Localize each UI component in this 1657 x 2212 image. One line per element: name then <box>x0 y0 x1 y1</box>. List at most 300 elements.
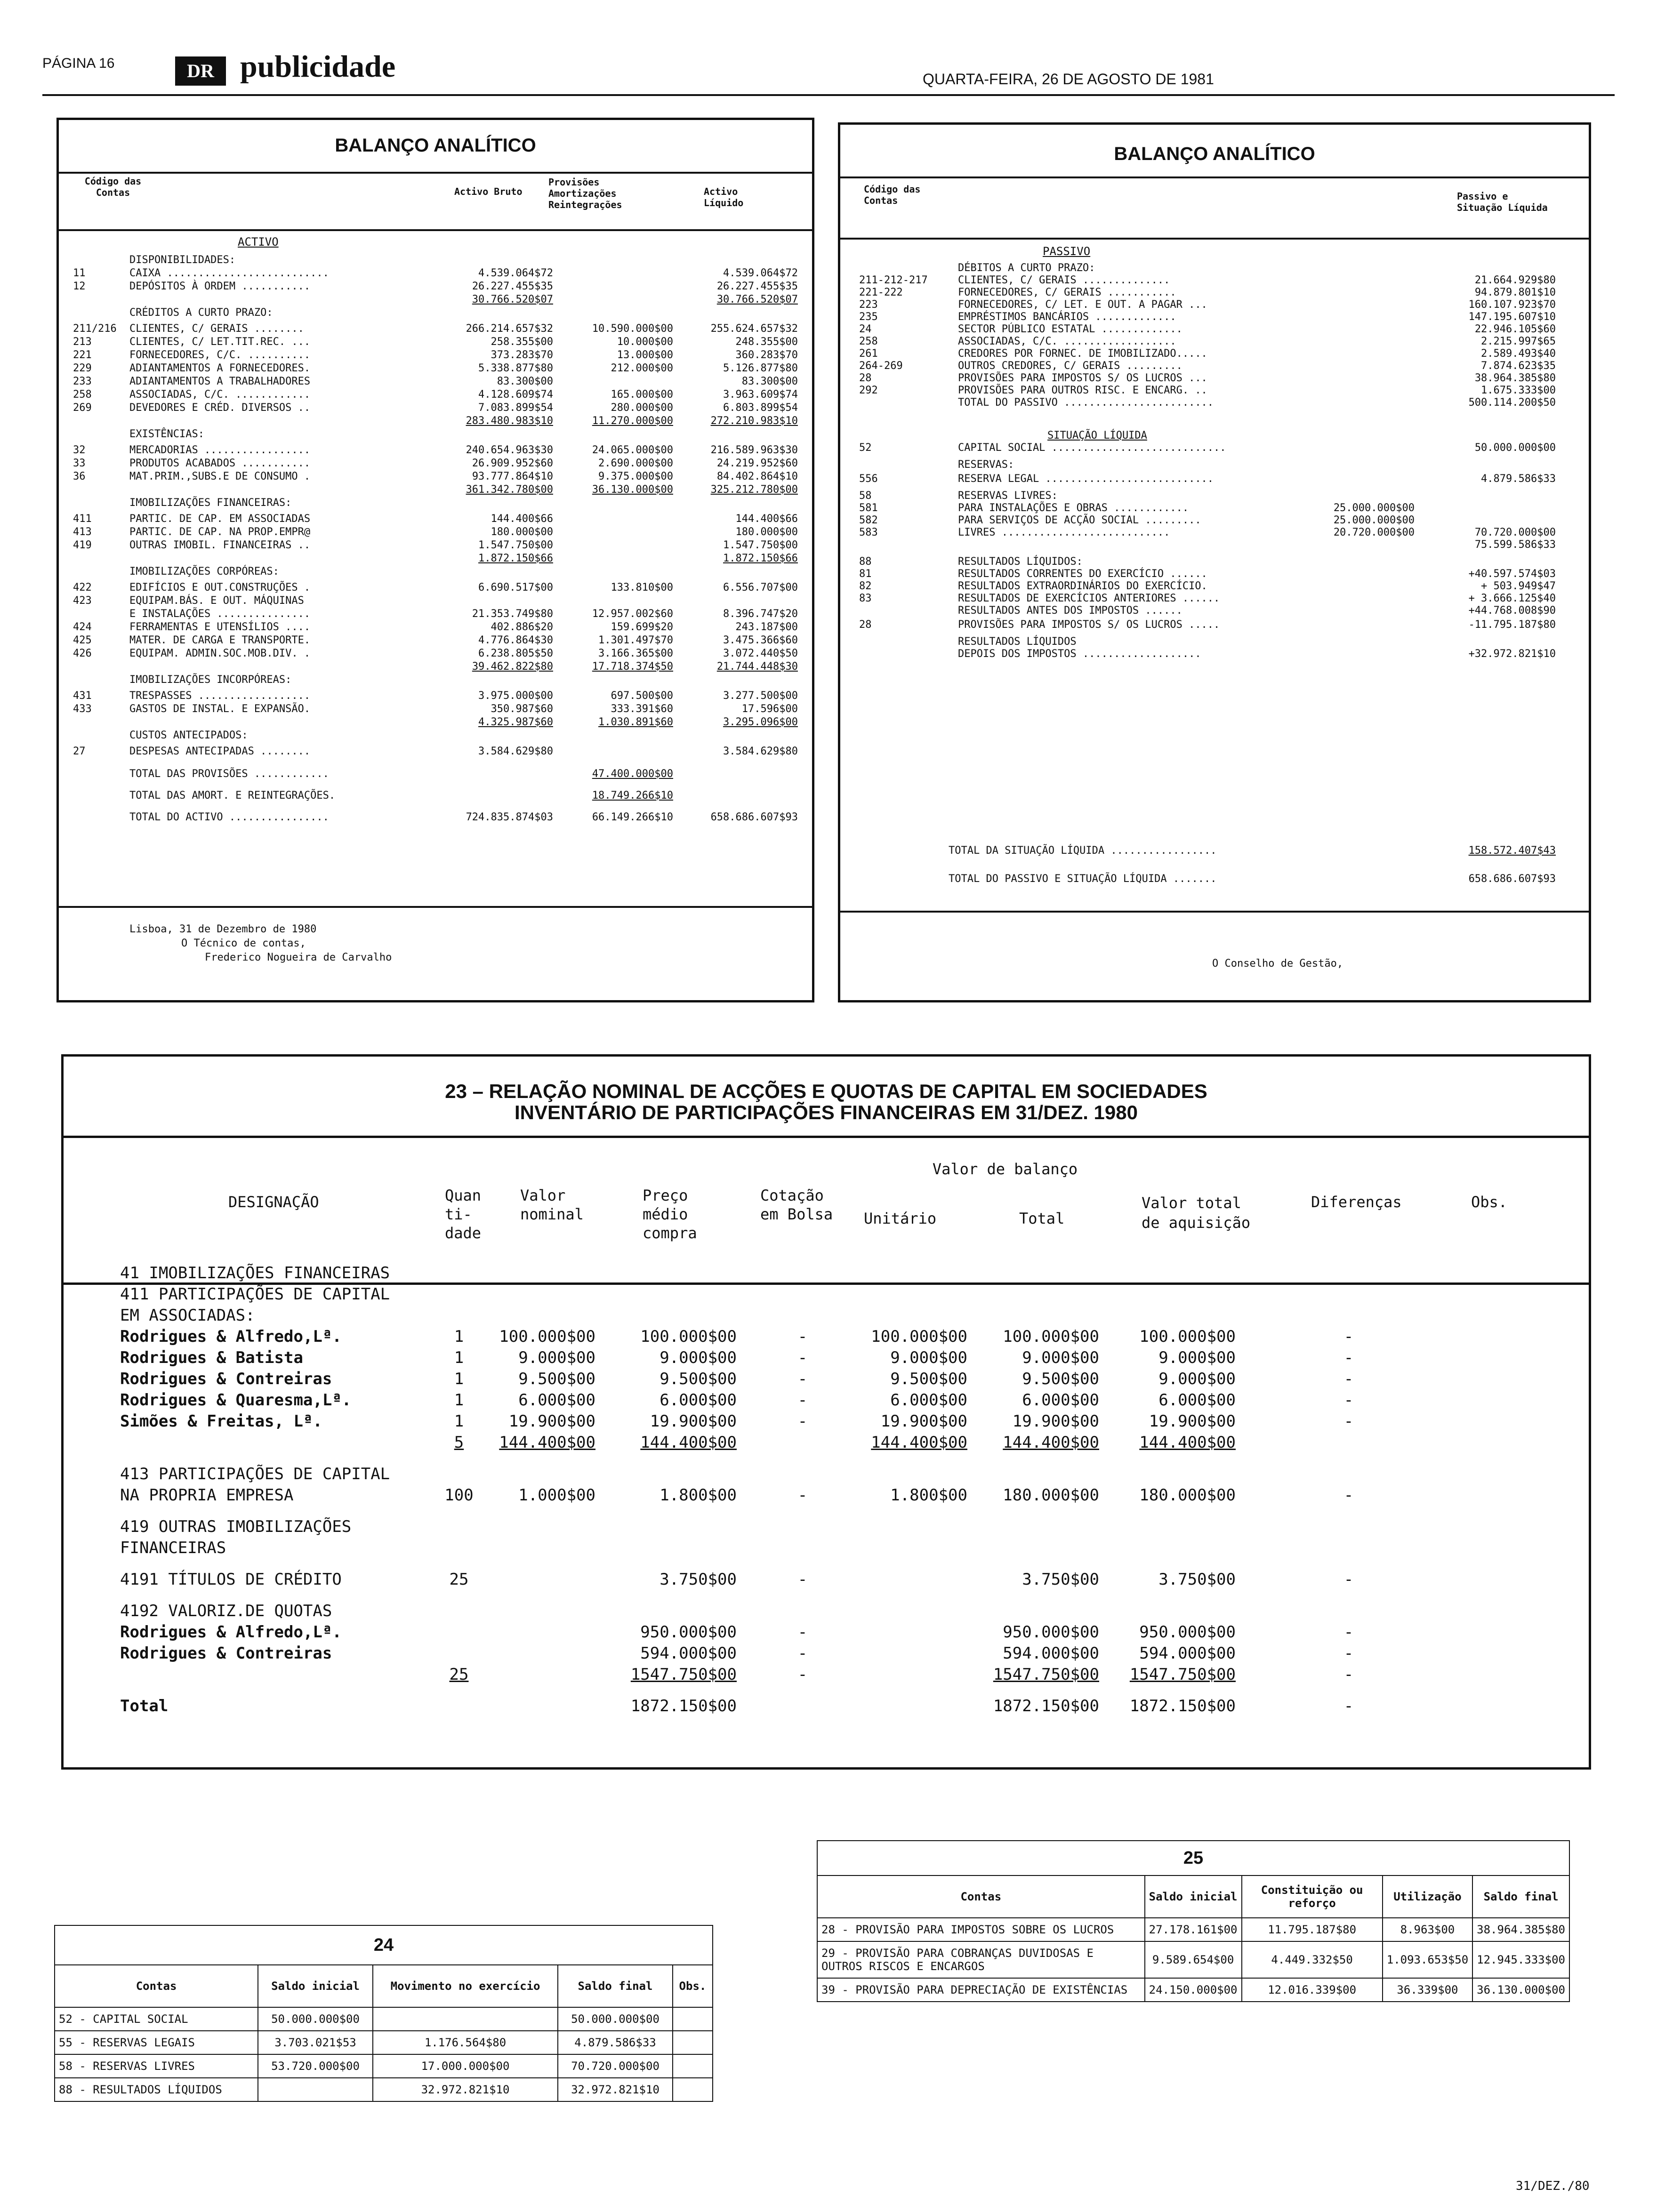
net-value: 3.475.366$60 <box>723 634 798 646</box>
account-label: CLIENTES, C/ LET.TIT.REC. ... <box>129 336 311 348</box>
inventory-qty: 5 <box>454 1433 464 1452</box>
account-label: MERCADORIAS ................. <box>129 444 311 456</box>
net-value: 8.396.747$20 <box>723 608 798 620</box>
net-value: 180.000$00 <box>735 526 798 538</box>
account-label: OUTRAS IMOBIL. FINANCEIRAS .. <box>129 539 311 551</box>
account-label: FORNECEDORES, C/ LET. E OUT. A PAGAR ... <box>958 299 1207 311</box>
inventory-designation: Rodrigues & Contreiras <box>120 1644 332 1663</box>
inventory-acq: 180.000$00 <box>1139 1486 1236 1505</box>
account-label: DEPÓSITOS À ORDEM ........... <box>129 281 311 292</box>
inventory-unit: 6.000$00 <box>890 1391 967 1410</box>
total-provision: 18.749.266$10 <box>592 790 673 801</box>
account-label: PARA INSTALAÇÕES E OBRAS ............ <box>958 502 1189 514</box>
gross-value: 1.872.150$66 <box>478 553 553 564</box>
provision-value: 1.301.497$70 <box>598 634 673 646</box>
gross-value: 93.777.864$10 <box>472 471 553 482</box>
col-valor-nominal: Valor nominal <box>520 1186 584 1223</box>
account-label: PROVISÕES PARA IMPOSTOS S/ OS LUCROS ..... <box>958 619 1220 631</box>
total-situacao-value: 158.572.407$43 <box>1468 845 1556 857</box>
account-label: PARA SERVIÇOS DE ACÇÃO SOCIAL ......... <box>958 514 1201 526</box>
account-code: 582 <box>859 514 878 526</box>
account-label: OUTROS CREDORES, C/ GERAIS ......... <box>958 360 1182 372</box>
inventory-price: 3.750$00 <box>660 1570 737 1589</box>
account-code: 411 <box>73 513 92 525</box>
inventory-nominal: 144.400$00 <box>499 1433 595 1452</box>
account-label: RESULTADOS LÍQUIDOS <box>958 636 1077 648</box>
inventory-total: 180.000$00 <box>1003 1486 1099 1505</box>
inventory-price: 950.000$00 <box>640 1623 737 1642</box>
net-value: 4.539.064$72 <box>723 267 798 279</box>
total-situacao-label: TOTAL DA SITUAÇÃO LÍQUIDA ................. <box>949 845 1217 857</box>
provision-value: 12.957.002$60 <box>592 608 673 620</box>
table-cell: 36.130.000$00 <box>1472 1978 1569 2002</box>
divider <box>59 229 812 231</box>
net-value: 1.547.750$00 <box>723 539 798 551</box>
liability-value: 21.664.929$80 <box>1474 274 1556 286</box>
account-label: DÉBITOS A CURTO PRAZO: <box>958 262 1095 274</box>
net-value: 248.355$00 <box>735 336 798 348</box>
col-valor-balanco: Valor de balanço <box>932 1160 1078 1178</box>
table-cell: 53.720.000$00 <box>258 2054 373 2078</box>
inventory-quote: - <box>797 1348 808 1367</box>
table-header-cell: Contas <box>55 1965 258 2007</box>
total-label: TOTAL DAS AMORT. E REINTEGRAÇÕES. <box>129 790 336 801</box>
table-cell: 3.703.021$53 <box>258 2031 373 2054</box>
net-value: 144.400$66 <box>735 513 798 525</box>
net-value: 3.963.609$74 <box>723 389 798 401</box>
account-label: EDIFÍCIOS E OUT.CONSTRUÇÕES . <box>129 582 311 593</box>
col-cotacao: Cotação em Bolsa <box>760 1186 833 1223</box>
net-value: 3.295.096$00 <box>723 716 798 728</box>
table-row <box>817 1941 1569 1978</box>
account-code: 28 <box>859 372 872 384</box>
inventory-title-2: INVENTÁRIO DE PARTICIPAÇÕES FINANCEIRAS EM 31/DEZ. 1980 <box>514 1101 1138 1123</box>
account-code: 82 <box>859 580 872 592</box>
account-label: PROVISÕES PARA IMPOSTOS S/ OS LUCROS ... <box>958 372 1207 384</box>
inventory-quote: - <box>797 1412 808 1431</box>
account-code: 32 <box>73 444 86 456</box>
table-cell: 27.178.161$00 <box>1145 1918 1242 1941</box>
account-code: 88 <box>859 556 872 568</box>
account-label: ADIANTAMENTOS A TRABALHADORES <box>129 376 311 387</box>
gross-value: 83.300$00 <box>497 376 553 387</box>
inventory-designation: Total <box>120 1697 169 1715</box>
table-cell: 11.795.187$80 <box>1242 1918 1383 1941</box>
inventory-acq: 1547.750$00 <box>1129 1665 1236 1684</box>
table-cell <box>673 2007 713 2031</box>
net-value: 26.227.455$35 <box>716 281 798 292</box>
inventory-acq: 9.000$00 <box>1158 1370 1236 1388</box>
gross-value: 1.547.750$00 <box>478 539 553 551</box>
liability-value: 94.879.801$10 <box>1474 287 1556 298</box>
account-code: 425 <box>73 634 92 646</box>
inventory-quote: - <box>797 1370 808 1388</box>
account-code: 211-212-217 <box>859 274 928 286</box>
account-code: 431 <box>73 690 92 702</box>
table-cell <box>258 2078 373 2101</box>
inventory-unit: 19.900$00 <box>880 1412 967 1431</box>
inventory-nominal: 6.000$00 <box>518 1391 595 1410</box>
inventory-designation: NA PROPRIA EMPRESA <box>120 1486 294 1505</box>
col-valor-total: Valor total de aquisição <box>1142 1194 1251 1232</box>
account-label: DEVEDORES E CRÉD. DIVERSOS .. <box>129 402 311 414</box>
inventory-nominal: 9.500$00 <box>518 1370 595 1388</box>
total-provision: 66.149.266$10 <box>592 811 673 823</box>
account-label: IMOBILIZAÇÕES INCORPÓREAS: <box>129 674 292 686</box>
account-label: EQUIPAM. ADMIN.SOC.MOB.DIV. . <box>129 648 311 659</box>
inventory-nominal: 19.900$00 <box>508 1412 595 1431</box>
provision-value: 133.810$00 <box>611 582 673 593</box>
account-label: PARTIC. DE CAP. EM ASSOCIADAS <box>129 513 311 525</box>
inventory-acq: 19.900$00 <box>1149 1412 1236 1431</box>
inventory-price: 9.500$00 <box>660 1370 737 1388</box>
table-cell: 58 - RESERVAS LIVRES <box>55 2054 258 2078</box>
gross-value: 26.227.455$35 <box>472 281 553 292</box>
account-label: FERRAMENTAS E UTENSÍLIOS .... <box>129 621 311 633</box>
inventory-unit: 9.500$00 <box>890 1370 967 1388</box>
account-code: 424 <box>73 621 92 633</box>
gross-value: 240.654.963$30 <box>466 444 553 456</box>
inventory-unit: 144.400$00 <box>871 1433 967 1452</box>
table-row <box>817 1978 1569 2002</box>
account-label: SITUAÇÃO LÍQUIDA <box>1047 430 1147 441</box>
gross-value: 350.987$60 <box>491 703 553 715</box>
liability-value: 147.195.607$10 <box>1468 311 1556 323</box>
account-label: CLIENTES, C/ GERAIS .............. <box>958 274 1170 286</box>
inventory-designation: Rodrigues & Contreiras <box>120 1370 332 1388</box>
inventory-designation: Rodrigues & Quaresma,Lª. <box>120 1391 352 1410</box>
provision-value: 11.270.000$00 <box>592 415 673 427</box>
table-24 <box>54 1925 713 2102</box>
logo-mark: DR <box>175 56 226 86</box>
table-cell: 4.449.332$50 <box>1242 1941 1383 1978</box>
provision-value: 10.000$00 <box>617 336 673 348</box>
account-label: PROVISÕES PARA OUTROS RISC. E ENCARG. .. <box>958 385 1207 396</box>
inventory-diff: - <box>1343 1412 1354 1431</box>
inventory-total: 6.000$00 <box>1022 1391 1099 1410</box>
account-label: E INSTALAÇÕES ............... <box>129 608 311 620</box>
liability-value: -11.795.187$80 <box>1468 619 1556 631</box>
inventory-designation: Simões & Freitas, Lª. <box>120 1412 322 1431</box>
divider <box>64 1136 1589 1138</box>
table-row <box>55 2054 713 2078</box>
inventory-total: 9.500$00 <box>1022 1370 1099 1388</box>
col-diferencas: Diferenças <box>1311 1193 1402 1211</box>
col-designacao: DESIGNAÇÃO <box>228 1193 319 1211</box>
section-activo: ACTIVO <box>238 235 279 248</box>
inventory-designation: EM ASSOCIADAS: <box>120 1306 255 1325</box>
account-label: IMOBILIZAÇÕES FINANCEIRAS: <box>129 497 292 509</box>
col-code: Código das Contas <box>84 176 142 198</box>
net-value: 84.402.864$10 <box>716 471 798 482</box>
table-cell: 70.720.000$00 <box>558 2054 673 2078</box>
inventory-qty: 100 <box>444 1486 474 1505</box>
inventory-unit: 1.800$00 <box>890 1486 967 1505</box>
col-obs: Obs. <box>1471 1193 1508 1211</box>
account-label: EQUIPAM.BÁS. E OUT. MÁQUINAS <box>129 595 304 607</box>
table-cell: 1.176.564$80 <box>373 2031 558 2054</box>
page-number: PÁGINA 16 <box>42 56 115 71</box>
inventory-quote: - <box>797 1644 808 1663</box>
inventory-price: 9.000$00 <box>660 1348 737 1367</box>
provision-value: 165.000$00 <box>611 389 673 401</box>
gross-value: 144.400$66 <box>491 513 553 525</box>
inventory-designation: 419 OUTRAS IMOBILIZAÇÕES <box>120 1517 352 1536</box>
gross-value: 5.338.877$80 <box>478 362 553 374</box>
inventory-diff: - <box>1343 1327 1354 1346</box>
inventory-acq: 100.000$00 <box>1139 1327 1236 1346</box>
account-label: FORNECEDORES, C/C. .......... <box>129 349 311 361</box>
gross-value: 180.000$00 <box>491 526 553 538</box>
net-value: 3.584.629$80 <box>723 745 798 757</box>
liability-value: 22.946.105$60 <box>1474 323 1556 335</box>
account-label: ASSOCIADAS, C/C. ............ <box>129 389 311 401</box>
account-code: 81 <box>859 568 872 580</box>
table-header-cell: Contas <box>817 1875 1145 1918</box>
account-code: 229 <box>73 362 92 374</box>
account-label: CAPITAL SOCIAL ............................ <box>958 442 1226 454</box>
reserve-value: 25.000.000$00 <box>1333 514 1415 526</box>
table-cell <box>673 2054 713 2078</box>
table-cell: 1.093.653$50 <box>1383 1941 1472 1978</box>
account-code: 269 <box>73 402 92 414</box>
account-code: 233 <box>73 376 92 387</box>
table-header-cell: Saldo final <box>558 1965 673 2007</box>
col-total: Total <box>1019 1210 1065 1227</box>
inventory-unit: 9.000$00 <box>890 1348 967 1367</box>
table-header-cell: Utilização <box>1383 1875 1472 1918</box>
inventory-designation: 413 PARTICIPAÇÕES DE CAPITAL <box>120 1465 390 1483</box>
liability-value: + 3.666.125$40 <box>1468 593 1556 604</box>
inventory-diff: - <box>1343 1570 1354 1589</box>
gross-value: 283.480.983$10 <box>466 415 553 427</box>
net-value: 6.556.707$00 <box>723 582 798 593</box>
inventory-qty: 1 <box>454 1370 464 1388</box>
net-value: 17.596$00 <box>741 703 798 715</box>
table-cell: 9.589.654$00 <box>1145 1941 1242 1978</box>
table-cell <box>673 2078 713 2101</box>
inventory-total: 3.750$00 <box>1022 1570 1099 1589</box>
inventory-quote: - <box>797 1623 808 1642</box>
account-code: 433 <box>73 703 92 715</box>
inventory-designation: 4191 TÍTULOS DE CRÉDITO <box>120 1570 342 1589</box>
account-label: RESERVA LEGAL ........................... <box>958 473 1214 485</box>
reserve-value: 20.720.000$00 <box>1333 527 1415 538</box>
net-value: 360.283$70 <box>735 349 798 361</box>
account-code: 419 <box>73 539 92 551</box>
col-preco: Preço médio compra <box>643 1186 697 1242</box>
table-cell: 12.016.339$00 <box>1242 1978 1383 2002</box>
section-title: publicidade <box>240 49 396 84</box>
net-value: 272.210.983$10 <box>710 415 798 427</box>
inventory-designation: FINANCEIRAS <box>120 1539 226 1557</box>
inventory-qty: 1 <box>454 1391 464 1410</box>
inventory-total: 9.000$00 <box>1022 1348 1099 1367</box>
table-row <box>55 2007 713 2031</box>
liability-value: 50.000.000$00 <box>1474 442 1556 454</box>
table-cell: 88 - RESULTADOS LÍQUIDOS <box>55 2078 258 2101</box>
inventory-price: 100.000$00 <box>640 1327 737 1346</box>
gross-value: 6.238.805$50 <box>478 648 553 659</box>
table-24-title: 24 <box>55 1925 713 1965</box>
sign-line: Frederico Nogueira de Carvalho <box>205 952 392 963</box>
inventory-designation: Rodrigues & Alfredo,Lª. <box>120 1623 342 1642</box>
account-label: DISPONIBILIDADES: <box>129 254 236 266</box>
liability-value: + 503.949$47 <box>1481 580 1556 592</box>
account-label: EMPRÉSTIMOS BANCÁRIOS ............. <box>958 311 1176 323</box>
gross-value: 4.539.064$72 <box>478 267 553 279</box>
table-cell: 55 - RESERVAS LEGAIS <box>55 2031 258 2054</box>
account-label: CAIXA .......................... <box>129 267 329 279</box>
inventory-total: 1547.750$00 <box>993 1665 1099 1684</box>
inventory-diff: - <box>1343 1665 1354 1684</box>
divider <box>59 906 812 908</box>
col-liquido: Activo Líquido <box>704 186 744 208</box>
inventory-unit: 100.000$00 <box>871 1327 967 1346</box>
account-code: 12 <box>73 281 86 292</box>
inventory-designation: 411 PARTICIPAÇÕES DE CAPITAL <box>120 1285 390 1304</box>
provisions-table <box>817 1840 1570 2002</box>
gross-value: 258.355$00 <box>491 336 553 348</box>
inventory-total: 594.000$00 <box>1003 1644 1099 1663</box>
net-value: 3.277.500$00 <box>723 690 798 702</box>
account-code: 83 <box>859 593 872 604</box>
table-cell: 28 - PROVISÃO PARA IMPOSTOS SOBRE OS LUCROS <box>817 1918 1145 1941</box>
table-cell <box>673 2031 713 2054</box>
inventory-diff: - <box>1343 1370 1354 1388</box>
account-label: RESULTADOS LÍQUIDOS: <box>958 556 1083 568</box>
table-25 <box>817 1840 1570 2002</box>
liability-value: 70.720.000$00 <box>1474 527 1556 538</box>
inventory-acq: 3.750$00 <box>1158 1570 1236 1589</box>
gross-value: 361.342.780$00 <box>466 484 553 496</box>
account-label: MAT.PRIM.,SUBS.E DE CONSUMO . <box>129 471 311 482</box>
gross-value: 7.083.899$54 <box>478 402 553 414</box>
footer-date: 31/DEZ./80 <box>1516 2179 1590 2193</box>
col-quantidade: Quan ti- dade <box>445 1186 482 1242</box>
account-code: 27 <box>73 745 86 757</box>
inventory-diff: - <box>1343 1644 1354 1663</box>
liability-value: 4.879.586$33 <box>1481 473 1556 485</box>
account-label: GASTOS DE INSTAL. E EXPANSÃO. <box>129 703 311 715</box>
liability-value: 7.874.623$35 <box>1481 360 1556 372</box>
gross-value: 3.584.629$80 <box>478 745 553 757</box>
account-label: FORNECEDORES, C/ GERAIS ........... <box>958 287 1176 298</box>
provision-value: 333.391$60 <box>611 703 673 715</box>
net-value: 255.624.657$32 <box>710 323 798 335</box>
inventory-quote: - <box>797 1570 808 1589</box>
inventory-acq: 1872.150$00 <box>1129 1697 1236 1715</box>
account-label: DEPOIS DOS IMPOSTOS ................... <box>958 648 1201 660</box>
divider <box>840 911 1589 913</box>
inventory-designation: 4192 VALORIZ.DE QUOTAS <box>120 1602 332 1620</box>
account-code: 258 <box>73 389 92 401</box>
account-code: 258 <box>859 336 878 347</box>
net-value: 243.187$00 <box>735 621 798 633</box>
inventory-title-1: 23 – RELAÇÃO NOMINAL DE ACÇÕES E QUOTAS DE CAPITAL EM SOCIEDADES <box>445 1080 1207 1102</box>
table-cell: 50.000.000$00 <box>258 2007 373 2031</box>
section-passivo: PASSIVO <box>1043 245 1091 258</box>
total-provision: 47.400.000$00 <box>592 768 673 780</box>
account-label: RESULTADOS EXTRAORDINÁRIOS DO EXERCÍCIO. <box>958 580 1207 592</box>
account-label: EXISTÊNCIAS: <box>129 428 204 440</box>
signature-block <box>129 922 392 965</box>
account-code: 213 <box>73 336 92 348</box>
liability-value: 38.964.385$80 <box>1474 372 1556 384</box>
gross-value: 3.975.000$00 <box>478 690 553 702</box>
inventory-total: 950.000$00 <box>1003 1623 1099 1642</box>
liability-value: +40.597.574$03 <box>1468 568 1556 580</box>
liability-value: +44.768.008$90 <box>1468 605 1556 617</box>
liability-value: 2.215.997$65 <box>1481 336 1556 347</box>
account-label: RESERVAS: <box>958 459 1014 471</box>
account-code: 33 <box>73 457 86 469</box>
account-label: CRÉDITOS A CURTO PRAZO: <box>129 307 273 319</box>
liability-value: 1.675.333$00 <box>1481 385 1556 396</box>
inventory-qty: 1 <box>454 1327 464 1346</box>
account-label: LIVRES ........................... <box>958 527 1170 538</box>
gross-value: 4.128.609$74 <box>478 389 553 401</box>
gross-value: 402.886$20 <box>491 621 553 633</box>
account-code: 413 <box>73 526 92 538</box>
provision-value: 9.375.000$00 <box>598 471 673 482</box>
inventory-qty: 25 <box>449 1570 469 1589</box>
provision-value: 2.690.000$00 <box>598 457 673 469</box>
liability-value: 75.599.586$33 <box>1474 539 1556 551</box>
inventory-price: 19.900$00 <box>650 1412 737 1431</box>
net-value: 30.766.520$07 <box>716 294 798 305</box>
total-label: TOTAL DAS PROVISÕES ............ <box>129 768 329 780</box>
account-code: 211/216 <box>73 323 117 335</box>
account-label: ADIANTAMENTOS A FORNECEDORES. <box>129 362 311 374</box>
table-header-cell: Movimento no exercício <box>373 1965 558 2007</box>
account-code: 235 <box>859 311 878 323</box>
inventory-quote: - <box>797 1391 808 1410</box>
sign-line: O Técnico de contas, <box>181 938 306 949</box>
divider <box>840 176 1589 178</box>
total-geral-value: 658.686.607$93 <box>1468 873 1556 885</box>
account-label: PRODUTOS ACABADOS ........... <box>129 457 311 469</box>
liability-value: 160.107.923$70 <box>1468 299 1556 311</box>
gross-value: 26.909.952$60 <box>472 457 553 469</box>
provision-value: 36.130.000$00 <box>592 484 673 496</box>
inventory-price: 1.800$00 <box>660 1486 737 1505</box>
account-label: RESULTADOS CORRENTES DO EXERCÍCIO ...... <box>958 568 1207 580</box>
provision-value: 1.030.891$60 <box>598 716 673 728</box>
provision-value: 24.065.000$00 <box>592 444 673 456</box>
inventory-diff: - <box>1343 1697 1354 1715</box>
table-cell: 32.972.821$10 <box>373 2078 558 2101</box>
header-rule <box>42 94 1615 96</box>
account-label: TRESPASSES .................. <box>129 690 311 702</box>
inventory-price: 6.000$00 <box>660 1391 737 1410</box>
inventory-total: 144.400$00 <box>1003 1433 1099 1452</box>
inventory-quote: - <box>797 1665 808 1684</box>
account-label: RESULTADOS ANTES DOS IMPOSTOS ...... <box>958 605 1182 617</box>
account-code: 221 <box>73 349 92 361</box>
account-code: 556 <box>859 473 878 485</box>
inventory-qty: 25 <box>449 1665 469 1684</box>
account-label: CLIENTES, C/ GERAIS ........ <box>129 323 304 335</box>
account-code: 223 <box>859 299 878 311</box>
account-code: 423 <box>73 595 92 607</box>
account-code: 11 <box>73 267 86 279</box>
net-value: 24.219.952$60 <box>716 457 798 469</box>
account-code: 28 <box>859 619 872 631</box>
inventory-designation: 41 IMOBILIZAÇÕES FINANCEIRAS <box>120 1264 390 1282</box>
account-label: CREDORES POR FORNEC. DE IMOBILIZADO..... <box>958 348 1207 360</box>
account-code: 264-269 <box>859 360 903 372</box>
